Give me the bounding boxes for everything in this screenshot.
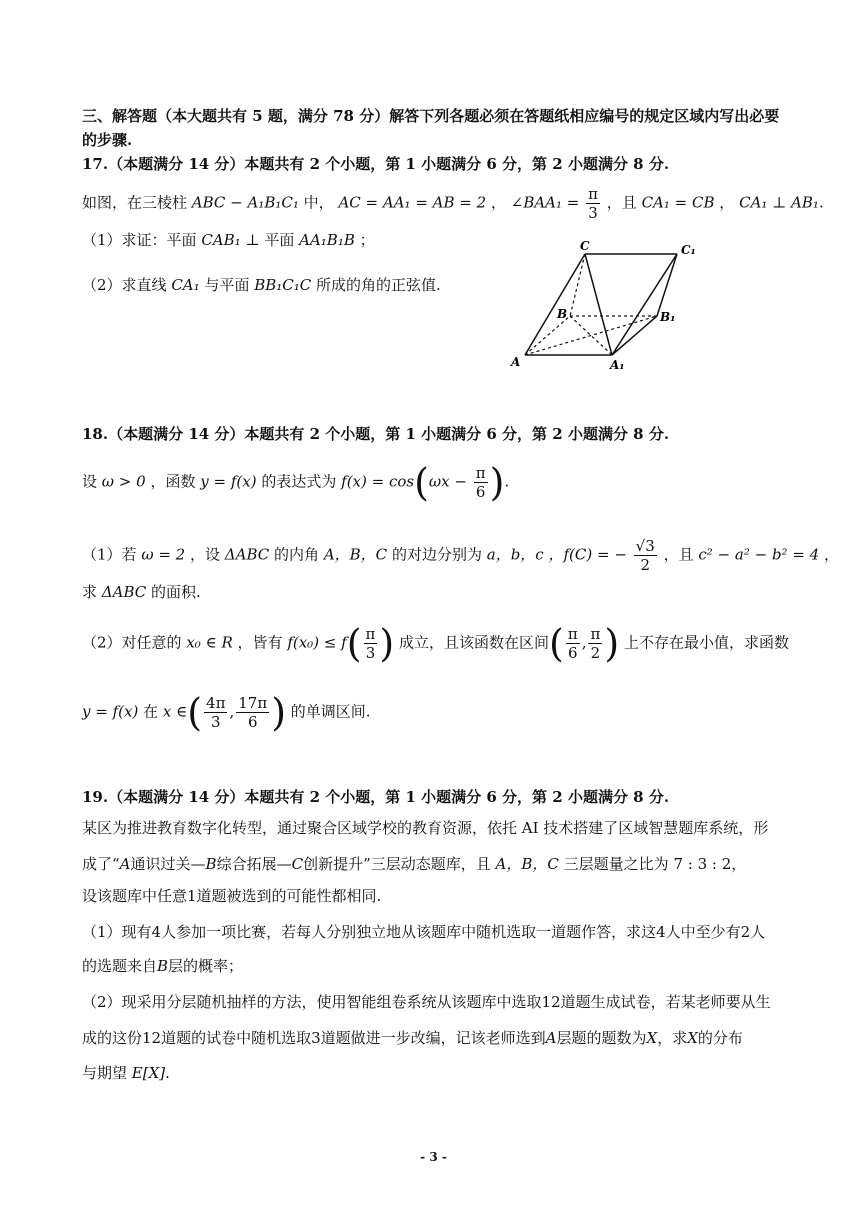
q18-p1-b: 的内角 [274, 545, 320, 564]
q17-part1-mid: ⊥ 平面 [245, 231, 300, 249]
q18-p1-frac [634, 537, 657, 574]
q17-part2-end: 所成的角的正弦值. [316, 276, 441, 294]
q19-part1: （1）现有4人参加一项比赛，若每人分别独立地从该题库中随机选取一道题作答，求这4人中至少有2人 [82, 923, 766, 941]
q18-stem-mid: ，函数 [150, 472, 196, 491]
q18-p2-pre: （2）对任意的 [82, 633, 182, 652]
q17-angle: ∠BAA₁ = [510, 193, 580, 212]
q19-p2-b-mid2: ，求 [657, 1029, 688, 1047]
q18-p1-omega: ω = 2 [141, 545, 186, 564]
label-C: C [580, 239, 590, 253]
q19-line3: 设该题库中任意1道题被选到的可能性都相同. [82, 887, 382, 905]
q19-intro: 19.（本题满分 14 分）本题共有 2 个小题，第 1 小题满分 6 分，第 2 小题满分 8 分. [82, 788, 670, 806]
q19-p2-X: X [646, 1029, 658, 1047]
q19-l2-C: C [291, 855, 304, 873]
q17-stem: 如图，在三棱柱 ABC − A₁B₁C₁ 中， AC = AA₁ = AB = 2 ， ∠BAA₁ = $\frac{\pi}{3}$ ，且 CA₁ = CB ， CA₁ ⊥ AB₁. [82, 185, 824, 222]
q18-p1-angles: A，B，C [323, 545, 388, 564]
q19-p2-c-end: . [165, 1064, 170, 1082]
q19-l2-A: A [119, 855, 131, 873]
q18-p1-fc: ，f(C) = − [548, 545, 627, 564]
q18-p1-eq: c² − a² − b² = 4 [698, 545, 820, 564]
q19-l2-abc: A，B，C [495, 855, 559, 873]
q17-part1-pre: （1）求证：平面 [82, 231, 197, 249]
q17-angle-fraction [586, 185, 600, 222]
edge-CB [570, 254, 585, 316]
q18-p2-l2-frac2 [236, 694, 269, 731]
q19-p2-c-pre: 与期望 [82, 1064, 128, 1082]
q18-p2-frac [364, 625, 378, 662]
q19-l2-b: 通识过关— [130, 855, 206, 873]
q18-p1-d: ，且 [663, 545, 694, 564]
q18-p2-int1-num: π [567, 625, 578, 643]
q19-p2-b-pre: 成的这份12道题的试卷中随机选取3道题做进一步改编，记该老师选到 [82, 1029, 546, 1047]
q18-p2-l2-in: 在 [143, 702, 159, 721]
q19-p2-b-end: 的分布 [697, 1029, 743, 1047]
q18-p1-e: ， [823, 545, 839, 564]
q18-p2-int2-den: 2 [590, 644, 601, 662]
page-number: - 3 - [420, 1150, 447, 1164]
q17-stem-mid: 中， [303, 193, 334, 212]
q18-stem-mid2: 的表达式为 [261, 472, 337, 491]
q19-l2-a: 成了“ [82, 855, 120, 873]
q19-p2-expectation: E[X] [131, 1064, 166, 1082]
q19-line2 [82, 854, 746, 874]
q18-p1-l2-tri: ΔABC [101, 583, 147, 601]
q17-part1-plane1: CAB₁ [201, 231, 241, 249]
section-heading-cont: 的步骤. [82, 131, 133, 149]
q18-p2-l2-end: 的单调区间. [290, 702, 371, 721]
q17-stem-pre: 如图，在三棱柱 [82, 193, 188, 212]
q18-p1-a: ，设 [190, 545, 221, 564]
q18-p2-l2-frac2-den: 6 [247, 713, 258, 731]
label-B1: B₁ [660, 310, 676, 324]
section-heading: 三、解答题（本大题共有 5 题，满分 78 分）解答下列各题必须在答题纸相应编号的规定区域内写出必要 [82, 107, 780, 125]
edge-CA1 [585, 254, 612, 355]
q18-p2-b: 成立，且该函数在区间 [399, 633, 550, 652]
q18-p2-l2-frac1-den: 3 [210, 713, 221, 731]
q19-line1: 某区为推进教育数字化转型，通过聚合区域学校的教育资源，依托 AI 技术搭建了区域智慧题库系统，形 [82, 819, 769, 837]
q17-part1-end: ； [359, 231, 375, 249]
q18-y: y = f(x) [200, 472, 257, 491]
q18-stem: 设 ω > 0 ，函数 y = f(x) 的表达式为 f(x) = cos(ωx − $\frac{\pi}{6}$ ). [82, 460, 510, 505]
q18-p2-l2-frac1 [204, 694, 227, 731]
q19-p1-B: B [157, 957, 169, 975]
q18-p2-x0: x₀ ∈ R [186, 633, 233, 652]
q19-p1-b-end: 层的概率； [168, 957, 244, 975]
edge-AB [525, 316, 570, 355]
q17-part1 [82, 230, 375, 250]
q18-frac-num: π [475, 464, 486, 482]
q17-frac-num: π [588, 185, 598, 203]
q18-p2-l2-y: y = f(x) [82, 702, 139, 721]
q19-l2-B: B [205, 855, 217, 873]
q19-p2-X2: X [687, 1029, 698, 1047]
q18-p1-frac-den: 2 [640, 556, 650, 574]
q17-part2-pre: （2）求直线 [82, 276, 167, 294]
q18-p2-l2-frac1-num: 4π [206, 694, 226, 712]
q18-p2-a: ，皆有 [237, 633, 283, 652]
label-A: A [511, 355, 521, 369]
q18-p1-sides: a，b，c [486, 545, 544, 564]
q18-part1-cont [82, 582, 201, 602]
q17-part2-mid: 与平面 [204, 276, 250, 294]
q18-p1-tri: ΔABC [224, 545, 270, 564]
q18-frac-den: 6 [475, 483, 486, 501]
q17-prism: ABC − A₁B₁C₁ [191, 193, 299, 212]
q19-part1-cont [82, 956, 243, 976]
q18-p2-frac-den: 3 [365, 644, 376, 662]
q17-part2-plane: BB₁C₁C [254, 276, 312, 294]
q18-p1-l2-end: 的面积. [151, 583, 201, 601]
q18-part2-cont: y = f(x) 在 x ∈( $\frac{4\pi}{3}$ , $\frac{17\pi}{6}$ ) 的单调区间. [82, 690, 371, 735]
q18-intro: 18.（本题满分 14 分）本题共有 2 个小题，第 1 小题满分 6 分，第 2 小题满分 8 分. [82, 425, 670, 443]
q19-p2-b-mid: 层题的题数为 [556, 1029, 647, 1047]
q18-frac [474, 464, 488, 501]
q18-p2-int2-num: π [590, 625, 601, 643]
q17-intro: 17.（本题满分 14 分）本题共有 2 个小题，第 1 小题满分 6 分，第 2 小题满分 8 分. [82, 155, 670, 173]
edge-B1A1 [612, 316, 657, 355]
q18-part2: （2）对任意的 x₀ ∈ R ，皆有 f(x₀) ≤ f( $\frac{\pi}{3}$ ) 成立，且该函数在区间( $\frac{\pi}{6}$ , $\frac{\pi}{2}$ ) 上不存在最小值，求函数 [82, 621, 789, 666]
q19-p1-b-pre: 的选题来自 [82, 957, 158, 975]
q18-p2-frac-num: π [365, 625, 376, 643]
q17-part1-plane2: AA₁B₁B [299, 231, 355, 249]
q17-cond-pre: ，且 [606, 193, 637, 212]
label-B: B [557, 307, 568, 321]
q18-f: f(x) = cos [341, 472, 415, 491]
q18-part1 [82, 537, 839, 574]
q18-p2-int1-den: 6 [568, 644, 578, 662]
q18-p2-c: 上不存在最小值，求函数 [623, 633, 789, 652]
q17-frac-den: 3 [588, 204, 598, 222]
q19-l2-f: ， [731, 855, 747, 873]
q19-part2-cont2 [82, 1063, 170, 1083]
q18-stem-pre: 设 [82, 472, 98, 491]
q18-p2-int1 [566, 625, 580, 662]
q19-l2-ratio: 7 : 3 : 2 [673, 855, 732, 873]
q19-l2-c: 综合拓展— [216, 855, 292, 873]
q17-cond2: CA₁ ⊥ AB₁ [739, 193, 819, 212]
q18-p2-ineq: f(x₀) ≤ f [287, 633, 347, 652]
q19-part2: （2）现采用分层随机抽样的方法，使用智能组卷系统从该题库中选取12道题生成试卷，若某老师要从生 [82, 993, 771, 1011]
q17-eq: AC = AA₁ = AB = 2 [338, 193, 487, 212]
q18-p2-int2 [588, 625, 602, 662]
q19-l2-d: 创新提升”三层动态题库，且 [303, 855, 491, 873]
q19-l2-e: 三层题量之比为 [563, 855, 669, 873]
edge-C1B1 [657, 254, 677, 316]
q18-p2-l2-frac2-num: 17π [238, 694, 268, 712]
q19-p2-A: A [545, 1029, 557, 1047]
q18-p1-pre: （1）若 [82, 545, 137, 564]
q18-arg: ωx − [428, 472, 467, 491]
q18-omega: ω > 0 [101, 472, 146, 491]
q18-p1-c: 的对边分别为 [391, 545, 482, 564]
edge-C1A1 [612, 254, 677, 355]
q17-cond1: CA₁ = CB [641, 193, 715, 212]
label-A1: A₁ [610, 358, 625, 372]
q17-part2-line: CA₁ [171, 276, 200, 294]
q18-p2-l2-x: x ∈ [162, 702, 188, 721]
prism-figure [505, 238, 705, 373]
q17-part2 [82, 275, 441, 295]
label-C1: C₁ [681, 243, 696, 257]
edge-AC [525, 254, 585, 355]
q19-part2-cont [82, 1028, 743, 1048]
q18-p1-frac-num: √3 [635, 537, 655, 555]
q18-p1-l2-pre: 求 [82, 583, 98, 601]
